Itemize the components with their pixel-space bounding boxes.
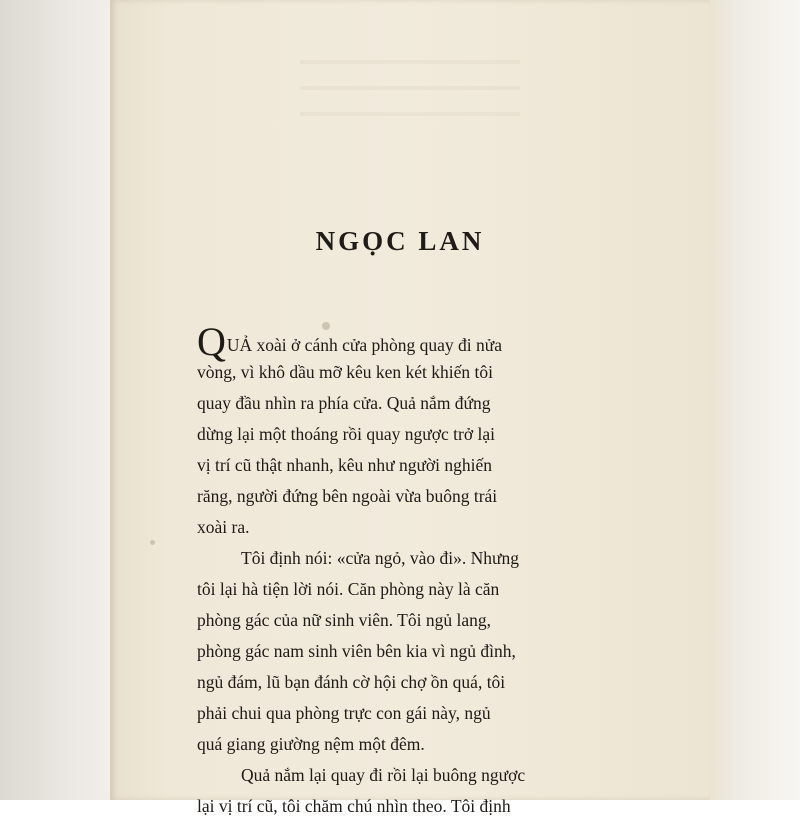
left-page-shadow [0, 0, 112, 800]
paragraph [197, 760, 717, 822]
text-line: quá giang giường nệm một đêm. [197, 734, 425, 754]
text-line: phòng gác của nữ sinh viên. Tôi ngủ lang, [197, 610, 491, 630]
text-line: vòng, vì khô dầu mỡ kêu ken két khiến tôi [197, 362, 494, 382]
text-line: vị trí cũ thật nhanh, kêu như người nghiến [197, 455, 493, 475]
text-line: ngủ đám, lũ bạn đánh cờ hội chợ ồn quá, tôi [197, 672, 506, 692]
text-line: tôi lại hà tiện lời nói. Căn phòng này là căn [197, 579, 500, 599]
text-line: phải chui qua phòng trực con gái này, ngủ [197, 703, 491, 723]
story-text [197, 319, 717, 822]
text-line: răng, người đứng bên ngoài vừa buông trái [197, 486, 498, 506]
text-line: phòng gác nam sinh viên bên kia vì ngủ đình, [197, 641, 516, 661]
text-line: quay đầu nhìn ra phía cửa. Quả nắm đứng [197, 393, 491, 413]
text-line: QUẢ xoài ở cánh cửa phòng quay đi nửa [197, 319, 502, 364]
paragraph [197, 543, 717, 760]
paragraph [197, 319, 717, 543]
paper-stain [150, 540, 155, 545]
bleed-through-text [300, 60, 520, 130]
text-line: Quả nắm lại quay đi rồi lại buông ngược [241, 765, 526, 785]
text-line: Tôi định nói: «cửa ngỏ, vào đi». Nhưng [241, 548, 520, 568]
text-line: xoài ra. [197, 517, 250, 537]
text-line: dừng lại một thoáng rồi quay ngược trở lại [197, 424, 495, 444]
text-line: lại vị trí cũ, tôi chăm chú nhìn theo. Tôi định [197, 796, 511, 816]
chapter-title: NGỌC LAN [315, 226, 485, 256]
drop-cap: Q [197, 319, 226, 364]
